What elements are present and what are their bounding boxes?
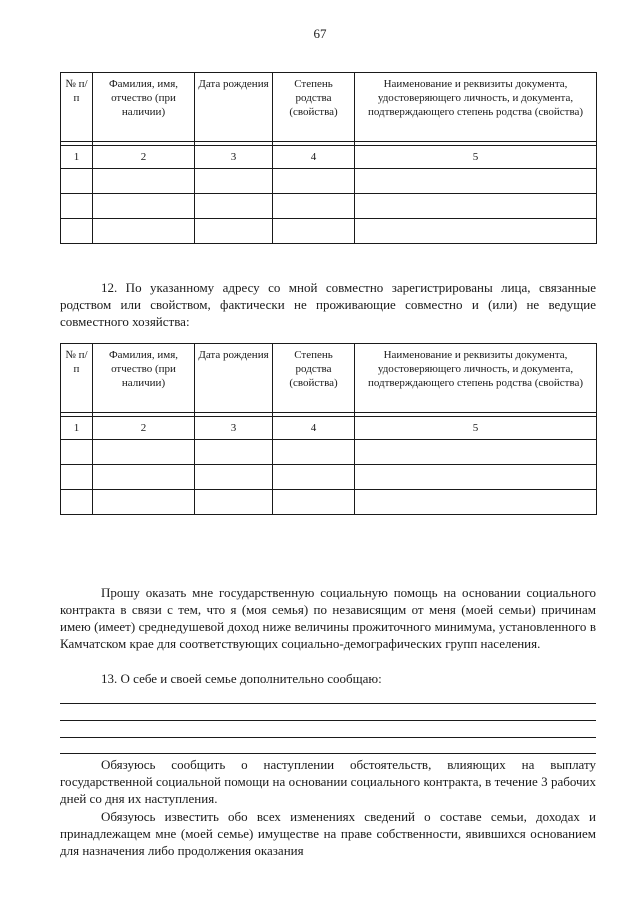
table-cell[interactable] <box>355 169 597 194</box>
table-cell[interactable] <box>195 465 273 490</box>
header-full-name: Фамилия, имя, отчество (при наличии) <box>93 73 195 142</box>
column-number: 3 <box>195 146 273 169</box>
column-number: 1 <box>61 146 93 169</box>
fill-in-line[interactable] <box>60 753 596 754</box>
table-cell[interactable] <box>273 440 355 465</box>
table-cell[interactable] <box>195 219 273 244</box>
paragraph-12: 12. По указанному адресу со мной совместно зарегистрированы лица, связанные родством или свойством, фактически не проживающие совместно и (или) не ведущие совместного хозяйства: <box>60 280 596 329</box>
column-number: 4 <box>273 146 355 169</box>
column-number: 2 <box>93 417 195 440</box>
obligation-paragraph-2: Обязуюсь известить обо всех изменениях сведений о составе семьи, доходах и принадлежащем мне (моей семье) имуществе на праве собственности, явившихся основанием для назначения либо продолжения оказания <box>60 809 596 858</box>
table-cell[interactable] <box>195 490 273 515</box>
table-cell[interactable] <box>93 465 195 490</box>
table-cell[interactable] <box>61 194 93 219</box>
table-row <box>61 219 597 244</box>
table-header-row <box>61 73 597 142</box>
family-table-not-cohabiting <box>60 343 597 515</box>
header-date-of-birth: Дата рождения <box>195 344 273 413</box>
table-cell[interactable] <box>61 490 93 515</box>
table-cell[interactable] <box>61 440 93 465</box>
table-cell[interactable] <box>93 440 195 465</box>
table-cell[interactable] <box>355 465 597 490</box>
table-header-row <box>61 344 597 413</box>
column-numbers-row <box>61 417 597 440</box>
table-cell[interactable] <box>273 169 355 194</box>
header-relation-degree: Степень родства (свойства) <box>273 73 355 142</box>
column-number: 3 <box>195 417 273 440</box>
table-cell[interactable] <box>61 465 93 490</box>
table-cell[interactable] <box>93 219 195 244</box>
header-num: № п/п <box>61 344 93 413</box>
column-number: 2 <box>93 146 195 169</box>
header-full-name: Фамилия, имя, отчество (при наличии) <box>93 344 195 413</box>
table-cell[interactable] <box>93 490 195 515</box>
table-row <box>61 169 597 194</box>
column-number: 5 <box>355 146 597 169</box>
column-numbers-row <box>61 146 597 169</box>
header-document: Наименование и реквизиты документа, удостоверяющего личность, и документа, подтверждающего степень родства (свойства) <box>355 344 597 413</box>
table-cell[interactable] <box>93 169 195 194</box>
table-cell[interactable] <box>355 219 597 244</box>
table-cell[interactable] <box>93 194 195 219</box>
table-cell[interactable] <box>273 194 355 219</box>
table-cell[interactable] <box>355 490 597 515</box>
table-row <box>61 194 597 219</box>
header-num: № п/п <box>61 73 93 142</box>
table-cell[interactable] <box>273 219 355 244</box>
column-number: 1 <box>61 417 93 440</box>
header-relation-degree: Степень родства (свойства) <box>273 344 355 413</box>
table-row <box>61 490 597 515</box>
column-number: 5 <box>355 417 597 440</box>
table-cell[interactable] <box>61 219 93 244</box>
table-cell[interactable] <box>61 169 93 194</box>
table-cell[interactable] <box>195 169 273 194</box>
fill-in-line[interactable] <box>60 737 596 738</box>
table-cell[interactable] <box>273 465 355 490</box>
table-row <box>61 465 597 490</box>
table-row <box>61 440 597 465</box>
header-date-of-birth: Дата рождения <box>195 73 273 142</box>
table-cell[interactable] <box>355 194 597 219</box>
family-table-registered <box>60 72 597 244</box>
header-document: Наименование и реквизиты документа, удостоверяющего личность, и документа, подтверждающего степень родства (свойства) <box>355 73 597 142</box>
fill-in-line[interactable] <box>60 703 596 704</box>
table-cell[interactable] <box>195 440 273 465</box>
table-cell[interactable] <box>273 490 355 515</box>
fill-in-line[interactable] <box>60 720 596 721</box>
table-cell[interactable] <box>355 440 597 465</box>
column-number: 4 <box>273 417 355 440</box>
obligation-paragraph-1: Обязуюсь сообщить о наступлении обстоятельств, влияющих на выплату государственной социальной помощи на основании социального контракта, в течение 3 рабочих дней со дня их наступления. <box>60 757 596 806</box>
table-cell[interactable] <box>195 194 273 219</box>
request-paragraph: Прошу оказать мне государственную социальную помощь на основании социального контракта в связи с тем, что я (моя семья) по независящим от меня (моей семьи) причинам имею (имеет) среднедушевой доход ниже величины прожиточного минимума, установленного в Камчатском крае для соответствующих социально-демографических групп населения. <box>60 585 596 651</box>
paragraph-13: 13. О себе и своей семье дополнительно сообщаю: <box>101 671 382 686</box>
page-number: 67 <box>313 26 327 41</box>
